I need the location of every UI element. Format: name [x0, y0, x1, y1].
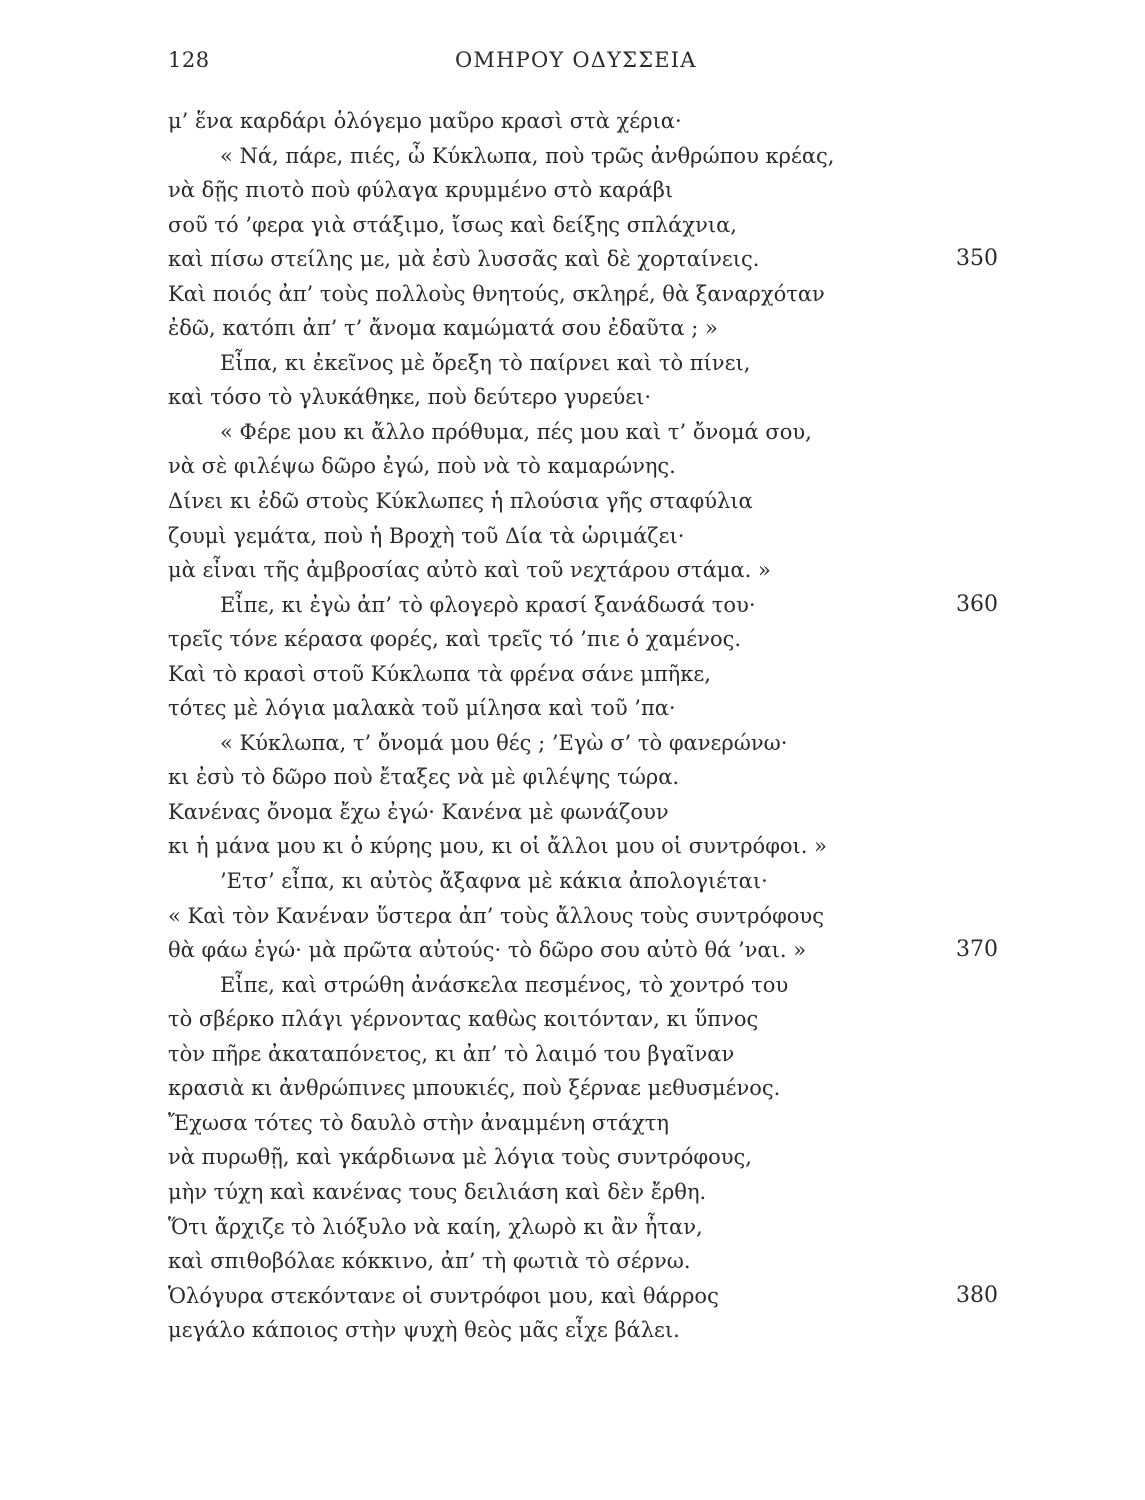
verse-text: θὰ φάω ἐγώ· μὰ πρῶτα αὐτούς· τὸ δῶρο σου αὐτὸ θά ’ναι. » [168, 938, 807, 963]
line-number: 350 [956, 246, 998, 272]
verse-line [168, 449, 1068, 484]
verse-text: « Νά, πάρε, πιές, ὦ Κύκλωπα, ποὺ τρῶς ἀνθρώπου κρέας, [220, 143, 835, 168]
verse-text: τρεῖς τόνε κέρασα φορές, καὶ τρεῖς τό ’πιε ὁ χαμένος. [168, 627, 742, 652]
verse-text: μὴν τύχη καὶ κανένας τους δειλιάση καὶ δὲν ἔρθη. [168, 1179, 707, 1204]
line-number: 370 [956, 937, 998, 963]
verse-text: « Καὶ τὸν Κανέναν ὕστερα ἀπ’ τοὺς ἄλλους τοὺς συντρόφους [168, 903, 824, 928]
verse-line [168, 657, 1068, 692]
verse-text: ζουμὶ γεμάτα, ποὺ ἡ Βροχὴ τοῦ Δία τὰ ὡριμάζει· [168, 523, 685, 548]
verse-line [168, 311, 1068, 346]
verse-line [168, 622, 1068, 657]
verse-text: νὰ σὲ φιλέψω δῶρο ἐγώ, ποὺ νὰ τὸ καμαρώνης. [168, 454, 676, 479]
verse-line [168, 346, 1068, 381]
verse-line [168, 277, 1068, 312]
verse-text: μ’ ἕνα καρδάρι ὁλόγεμο μαῦρο κρασὶ στὰ χέρια· [168, 109, 682, 133]
verse-text: Ὁλόγυρα στεκόντανε οἱ συντρόφοι μου, καὶ θάρρος [168, 1283, 719, 1308]
verse-text: κρασιὰ κι ἀνθρώπινες μπουκιές, ποὺ ξέρναε μεθυσμένος. [168, 1076, 781, 1101]
verse-text: Καὶ ποιός ἀπ’ τοὺς πολλοὺς θνητούς, σκληρέ, θὰ ξαναρχόταν [168, 281, 825, 306]
verse-text: νὰ δῇς πιοτὸ ποὺ φύλαγα κρυμμένο στὸ καράβι [168, 178, 674, 203]
line-number: 360 [956, 591, 998, 617]
verse-text: καὶ πίσω στείλης με, μὰ ἐσὺ λυσσᾶς καὶ δὲ χορταίνεις. [168, 247, 760, 272]
verse-text: « Κύκλωπα, τ’ ὄνομά μου θές ; ’Εγὼ σ’ τὸ φανερώνω· [220, 730, 788, 755]
verse-text: τότες μὲ λόγια μαλακὰ τοῦ μίλησα καὶ τοῦ ’πα· [168, 696, 676, 721]
verse-text: κι ἐσὺ τὸ δῶρο ποὺ ἔταξες νὰ μὲ φιλέψης τώρα. [168, 765, 680, 790]
verse-line [168, 1279, 1068, 1314]
verse-text: νὰ πυρωθῇ, καὶ γκάρδιωνα μὲ λόγια τοὺς συντρόφους, [168, 1145, 752, 1170]
running-title: ΟΜΗΡΟΥ ΟΔΥΣΣΕΙΑ [455, 48, 697, 72]
verse-line [168, 795, 1068, 830]
line-number: 380 [956, 1282, 998, 1308]
page-number: 128 [168, 48, 210, 72]
verse-line [168, 208, 1068, 243]
verse-line [168, 1244, 1068, 1279]
verse-line [168, 588, 1068, 623]
verse-line [168, 553, 1068, 588]
verse-line [168, 484, 1068, 519]
verse-text: Εἶπε, κι ἐγὼ ἀπ’ τὸ φλογερὸ κρασί ξανάδωσά του· [220, 592, 756, 617]
verse-block [168, 104, 1068, 1348]
verse-line [168, 899, 1068, 934]
verse-line [168, 968, 1068, 1003]
verse-text: Εἶπε, καὶ στρώθη ἀνάσκελα πεσμένος, τὸ χοντρό του [220, 972, 789, 997]
verse-line [168, 829, 1068, 864]
verse-line [168, 1002, 1068, 1037]
verse-text: σοῦ τό ’φερα γιὰ στάξιμο, ἴσως καὶ δείξης σπλάχνια, [168, 212, 737, 237]
verse-text: καὶ τόσο τὸ γλυκάθηκε, ποὺ δεύτερο γυρεύει· [168, 385, 652, 410]
page-header [0, 48, 1145, 78]
verse-text: Εἶπα, κι ἐκεῖνος μὲ ὄρεξη τὸ παίρνει καὶ τὸ πίνει, [220, 350, 751, 375]
verse-line [168, 1313, 1068, 1348]
verse-line [168, 933, 1068, 968]
verse-line [168, 1210, 1068, 1245]
verse-line [168, 1140, 1068, 1175]
verse-text: ἐδῶ, κατόπι ἀπ’ τ’ ἄνομα καμώματά σου ἐδαῦτα ; » [168, 316, 718, 341]
verse-line [168, 104, 1068, 139]
verse-text: Κανένας ὄνομα ἔχω ἐγώ· Κανένα μὲ φωνάζουν [168, 799, 669, 824]
verse-line [168, 1037, 1068, 1072]
verse-line [168, 380, 1068, 415]
verse-line [168, 139, 1068, 174]
verse-text: Καὶ τὸ κρασὶ στοῦ Κύκλωπα τὰ φρένα σάνε μπῆκε, [168, 661, 711, 686]
verse-text: τὸν πῆρε ἀκαταπόνετος, κι ἀπ’ τὸ λαιμό του βγαῖναν [168, 1041, 735, 1066]
verse-line [168, 691, 1068, 726]
verse-text: Ἔχωσα τότες τὸ δαυλὸ στὴν ἀναμμένη στάχτη [168, 1110, 669, 1135]
verse-line [168, 242, 1068, 277]
verse-line [168, 415, 1068, 450]
verse-text: μεγάλο κάποιος στὴν ψυχὴ θεὸς μᾶς εἶχε βάλει. [168, 1318, 680, 1343]
verse-text: ’Ετσ’ εἶπα, κι αὐτὸς ἄξαφνα μὲ κάκια ἀπολογιέται· [220, 869, 768, 894]
verse-line [168, 1106, 1068, 1141]
verse-line [168, 726, 1068, 761]
verse-line [168, 864, 1068, 899]
verse-text: Δίνει κι ἐδῶ στοὺς Κύκλωπες ἡ πλούσια γῆς σταφύλια [168, 489, 753, 514]
verse-line [168, 1175, 1068, 1210]
verse-line [168, 519, 1068, 554]
verse-text: Ὅτι ἄρχιζε τὸ λιόξυλο νὰ καίη, χλωρὸ κι ἂν ἦταν, [168, 1214, 703, 1239]
verse-text: « Φέρε μου κι ἄλλο πρόθυμα, πές μου καὶ τ’ ὄνομά σου, [220, 419, 812, 444]
verse-line [168, 1071, 1068, 1106]
verse-text: κι ἡ μάνα μου κι ὁ κύρης μου, κι οἱ ἄλλοι μου οἱ συντρόφοι. » [168, 834, 827, 859]
verse-line [168, 173, 1068, 208]
verse-line [168, 760, 1068, 795]
verse-text: τὸ σβέρκο πλάγι γέρνοντας καθὼς κοιτόνταν, κι ὕπνος [168, 1007, 759, 1032]
verse-text: καὶ σπιθοβόλαε κόκκινο, ἀπ’ τὴ φωτιὰ τὸ σέρνω. [168, 1249, 691, 1274]
verse-text: μὰ εἶναι τῆς ἀμβροσίας αὐτὸ καὶ τοῦ νεχτάρου στάμα. » [168, 558, 771, 583]
